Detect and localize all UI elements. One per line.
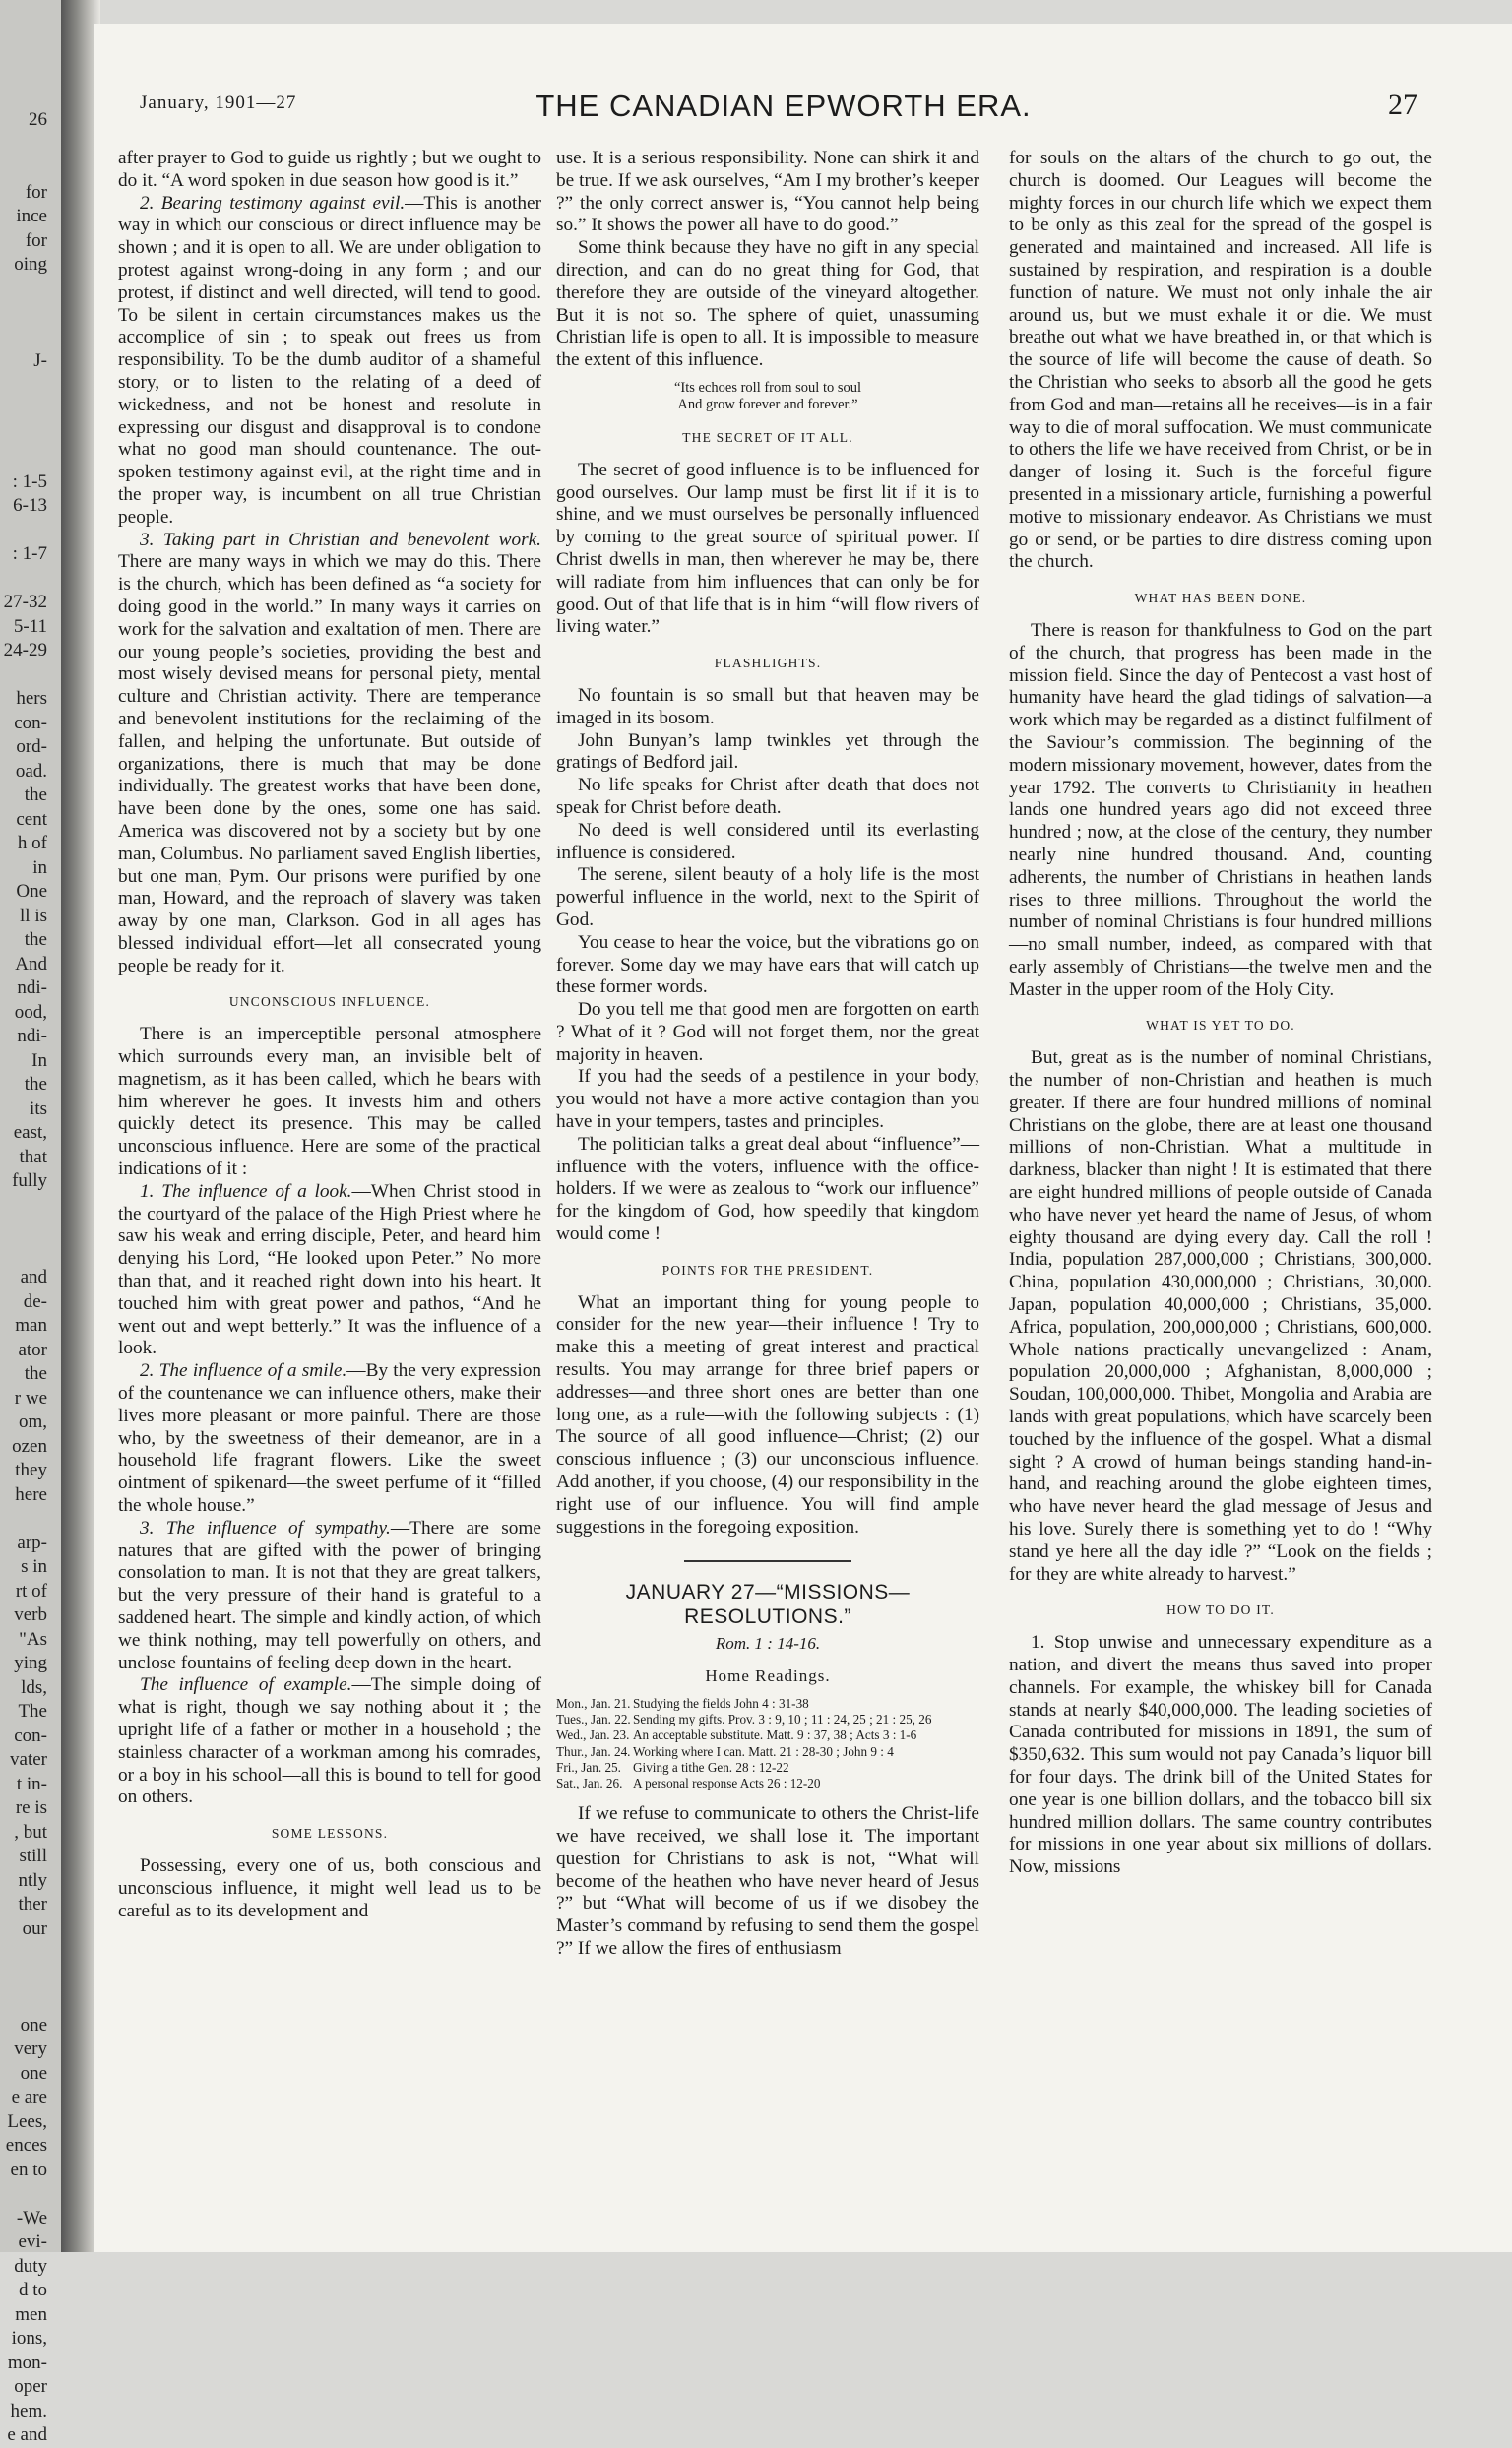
- previous-page-fragment: [0, 301, 47, 326]
- previous-page-fragment: that: [19, 1146, 47, 1167]
- quote-line: And grow forever and forever.”: [677, 396, 858, 412]
- previous-page-fragment: one: [20, 2014, 47, 2036]
- previous-page-fragment: en to: [10, 2159, 47, 2180]
- paragraph: If we refuse to communicate to others the Christ-life we have received, we shall lose it. The important question for Christians to ask is not, “What will become of the heathen who have never heard of Jesus ?” but “What will become of us if we disobey the Master’s command by refusing to send them the gospel ?” If we allow the fires of enthusiasm: [556, 1803, 979, 1960]
- paragraph-text: There are many ways in which we may do this. There is the church, which has been defined as “a society for doing good in the world.” In many ways it carries on work for the salvation and exaltation of men. There are our young people’s societies, providing the best and most wisely devised means for personal piety, mental culture and Christian activity. There are temperance and benevolent institutions for the reclaiming of the fallen, and helping the unfortunate. But outside of organizations, there is much that may be done individually. The greatest works that have been done, have been done by the ones, some one has said. America was discovered not by a society but by one man, Columbus. No parliament saved English liberties, but one man, Pym. Our prisons were purified by one man, Howard, and the reproach of slavery was taken away by one man, Clarkson. God in all ages has blessed individual effort—let all consecrated young people be ready for it.: [118, 551, 541, 976]
- previous-page-fragment: And: [15, 953, 47, 974]
- reading-title: A personal response: [633, 1776, 738, 1791]
- paragraph: Some think because they have no gift in any special direction, and can do no great thing for God, that therefore they are outside of the vineyard altogether. But it is not so. The sphere of quiet, unassuming Christian life is open to all. It is impossible to measure the extent of this influence.: [556, 237, 979, 371]
- previous-page-fragment: for: [25, 181, 47, 203]
- previous-page-fragment: e are: [11, 2087, 47, 2107]
- paragraph: after prayer to God to guide us rightly ; but we ought to do it. “A word spoken in due season how good is it.”: [118, 148, 541, 191]
- previous-page-fragment: east,: [13, 1122, 47, 1143]
- previous-page-fragment: [0, 374, 47, 399]
- section-heading: SOME LESSONS.: [271, 1826, 389, 1842]
- reading-scripture-ref: Matt. 9 : 37, 38 ; Acts 3 : 1-6: [766, 1727, 917, 1743]
- previous-page-fragment: 26: [29, 109, 47, 130]
- previous-page-fragment: 27-32: [3, 592, 47, 612]
- previous-page-fragment: e and: [7, 2424, 47, 2445]
- subhead: 3. The influence of sympathy.: [140, 1517, 391, 1538]
- previous-page-fragment: here: [15, 1483, 47, 1505]
- paragraph-text: —This is another way in which our conscious or direct influence may be shown ; and it is open to all. We are under obligation to protest against wrong-doing in any form ; and our protest, if distinct and well directed, will tend to good. To be silent in certain circumstances makes us the accomplice of sin ; to speak out frees us from responsibility. To be the dumb auditor of a shameful story, or to listen to the relating of a deed of wickedness, and not be honest and resolute in expressing our disgust and disapproval is to condone what no good man should countenance. The out-spoken testimony against evil, at the right time and in the proper way, is incumbent on all true Christian people.: [118, 192, 541, 528]
- previous-page-fragment: con-: [14, 712, 47, 733]
- previous-page-fragment: [0, 1966, 47, 1990]
- previous-page-fragment: [0, 326, 47, 350]
- paragraph: [118, 1518, 541, 1675]
- reading-row: [556, 1727, 979, 1743]
- previous-page-fragment: [0, 567, 47, 592]
- column-left: [118, 148, 541, 1922]
- quote-line: “Its echoes roll from soul to soul: [673, 379, 862, 396]
- column-middle: [556, 148, 979, 1961]
- previous-page-fragment: ince: [16, 206, 47, 226]
- paragraph: Possessing, every one of us, both conscious and unconscious influence, it might well lead us to be careful as to its development and: [118, 1854, 541, 1921]
- section-heading: WHAT IS YET TO DO.: [1146, 1018, 1295, 1034]
- previous-page-fragment: [0, 278, 47, 302]
- previous-page-fragment: [0, 422, 47, 447]
- reading-row: [556, 1696, 979, 1712]
- previous-page-fragment: -We: [16, 2207, 47, 2228]
- previous-page-fragment: [0, 1507, 47, 1532]
- previous-page-fragment: our: [22, 1917, 47, 1939]
- paragraph: There is reason for thankfulness to God on the part of the church, that progress has been made in the mission field. Since the day of Pentecost a vast host of humanity have heard the glad tidings of salvation—a work which may be regarded as a distinct fulfilment of the Saviour’s commission. The beginning of the modern missionary movement, however, dates from the year 1792. The converts to Christianity in heathen lands one hundred years ago did not exceed three hundred ; now, at the close of the century, they number nearly nine hundred thousand. And, counting adherents, the number of Christians in heathen lands rises to three millions. Throughout the world the number of nominal Christians is four hundred millions—no small number, indeed, as compared with that early assembly of Christians—the twelve men and the Master in the upper room of the Holy City.: [1009, 619, 1432, 1000]
- previous-page-fragment: the: [24, 785, 47, 805]
- page-header: [140, 89, 1427, 128]
- reading-scripture-ref: John 4 : 31-38: [733, 1696, 809, 1712]
- previous-page-fragment: "As: [19, 1628, 47, 1650]
- flashlight-item: Do you tell me that good men are forgotten on earth ? What of it ? God will not forget them, nor the great majority in heaven.: [556, 999, 979, 1065]
- previous-page-fragment: [0, 663, 47, 688]
- reading-scripture-ref: Matt. 21 : 28-30 ; John 9 : 4: [748, 1743, 894, 1759]
- previous-page-fragment: in: [32, 856, 47, 878]
- previous-page-fragment: 6-13: [13, 495, 47, 516]
- reading-title: Giving a tithe: [633, 1759, 705, 1775]
- previous-page-fragment: : 1-7: [12, 543, 47, 564]
- previous-page-fragment: [0, 1989, 47, 2014]
- reading-detail: [633, 1696, 979, 1712]
- previous-page-fragment: [0, 157, 47, 181]
- previous-page-fragment: 24-29: [3, 640, 47, 660]
- paragraph: for souls on the altars of the church to go out, the church is doomed. Our Leagues will become the mighty forces in our church life which we expect them to be only as this zeal for the spread of the gospel is generated and maintained and increased. All life is sustained by respiration, and respiration is a double function of nature. We must not only inhale the air around us, but we must exhale it or die. We must breathe out what we have breathed in, or that which is the source of life will become the cause of death. So the Christian who seeks to absorb all the good he gets from God and man—retains all he receives—is in a fair way to die of moral suffocation. We must communicate to others the life we have received from Christ, or be in danger of losing it. Such is the forceful figure presented in a missionary article, furnishing a powerful motive to missionary endeavor. As Christians we must go or send, or be parties to dire distress coming upon the church.: [1009, 148, 1432, 573]
- previous-page-fragment: om,: [18, 1412, 47, 1432]
- flashlight-item: No fountain is so small but that heaven may be imaged in its bosom.: [556, 684, 979, 728]
- reading-row: [556, 1744, 979, 1760]
- lesson-title: JANUARY 27—“MISSIONS—RESOLUTIONS.”: [625, 1581, 911, 1629]
- paragraph: What an important thing for young people to consider for the new year—their influence ! Try to make this a meeting of great interest and practical results. You may arrange for three brief papers or addresses—and three short ones are better than one long one, as a rule—with the following subjects : (1) The source of all good influence—Christ; (2) our conscious influence ; (3) our unconscious influence. Add another, if you choose, (4) our responsibility in the right use of our influence. You will find ample suggestions in the foregoing exposition.: [556, 1291, 979, 1538]
- flashlight-item: No deed is well considered until its everlasting influence is considered.: [556, 819, 979, 863]
- flashlight-item: John Bunyan’s lamp twinkles yet through the gratings of Bedford jail.: [556, 729, 979, 774]
- reading-day: Sat., Jan. 26.: [556, 1776, 623, 1791]
- previous-page-fragment: ood,: [14, 1001, 47, 1023]
- reading-day: Thur., Jan. 24.: [556, 1743, 631, 1759]
- previous-page-fragment: very: [14, 2039, 47, 2059]
- previous-page-fragment: ndi-: [17, 977, 47, 998]
- reading-scripture-ref: Gen. 28 : 12-22: [707, 1759, 789, 1775]
- paragraph-text: —When Christ stood in the courtyard of the palace of the High Priest where he saw his weak and erring disciple, Peter, and heard him denying his Lord, “He looked upon Peter.” No more than that, and it reached right down into his heart. It touched him with great power and pathos, “And he went out and wept betterly.” It was the influence of a look.: [118, 1180, 541, 1359]
- paragraph: The secret of good influence is to be influenced for good ourselves. Our lamp must be first lit if it is to shine, and we must ourselves be personally influenced by coming to the great source of spiritual power. If Christ dwells in man, then wherever he may be, there will radiate from him influences that can only be for good. Out of that life that is in him “will flow rivers of living water.”: [556, 459, 979, 638]
- reading-detail: [633, 1776, 979, 1791]
- subhead: 2. Bearing testimony against evil.: [140, 192, 406, 214]
- reading-title: Sending my gifts.: [633, 1712, 725, 1727]
- poem-quote: [556, 380, 979, 413]
- flashlight-item: If you had the seeds of a pestilence in your body, you would not have a more active contagion than you have in your tempers, tastes and principles.: [556, 1066, 979, 1133]
- previous-page-fragment: man: [15, 1315, 47, 1336]
- reading-row: [556, 1760, 979, 1776]
- paragraph-text: —There are some natures that are gifted with the power of bringing consolation to man. It is not that they are great talkers, but the very pressure of their hand is grateful to a saddened heart. The simple and kindly action, of which we think nothing, may tell powerfully on others, and unclose fountains of feeling deep down in the heart.: [118, 1517, 541, 1673]
- paragraph: [118, 1674, 541, 1809]
- reading-title: Working where I can.: [633, 1743, 745, 1759]
- flashlight-item: The serene, silent beauty of a holy life is the most powerful influence in the world, next to the Spirit of God.: [556, 864, 979, 930]
- previous-page-fragment: vater: [10, 1749, 47, 1770]
- reading-day: Fri., Jan. 25.: [556, 1759, 621, 1775]
- previous-page-fragment: [0, 398, 47, 422]
- section-heading: WHAT HAS BEEN DONE.: [1134, 591, 1307, 606]
- previous-page-fragment: its: [30, 1098, 47, 1119]
- reading-detail: [633, 1744, 979, 1760]
- previous-page-fragment: verb: [14, 1604, 47, 1625]
- previous-page-fragment: and: [20, 1267, 47, 1287]
- previous-page-fragment: One: [16, 881, 47, 902]
- previous-page-fragment: lds,: [21, 1676, 47, 1698]
- previous-page-fragment: ll is: [20, 905, 47, 926]
- previous-page-fragment: cent: [16, 808, 47, 830]
- previous-page-fragment: [0, 133, 47, 157]
- previous-page-fragment: the: [24, 1074, 47, 1095]
- paragraph: use. It is a serious responsibility. None can shirk it and be true. If we ask ourselves, “Am I my brother’s keeper ?” the only correct answer is, “You cannot help being so.” It shows the power all have to do good.”: [556, 148, 979, 236]
- previous-page-fragment: , but: [14, 1821, 47, 1843]
- previous-page-fragment: oper: [14, 2376, 47, 2397]
- previous-page-fragment: hem.: [10, 2400, 47, 2421]
- previous-page-fragment: evi-: [18, 2231, 47, 2252]
- previous-page-fragment: the: [24, 929, 47, 950]
- header-date: January, 1901—27: [140, 93, 297, 113]
- page-number: 27: [1388, 89, 1418, 121]
- previous-page-fragment: re is: [15, 1797, 47, 1818]
- previous-page-fragment: r we: [14, 1387, 47, 1409]
- reading-day: Wed., Jan. 23.: [556, 1727, 630, 1743]
- previous-page-fragment: 5-11: [13, 615, 47, 637]
- flashlight-item: You cease to hear the voice, but the vibrations go on forever. Some day we may have ears that will catch up these former words.: [556, 931, 979, 998]
- previous-page-fragment: de-: [23, 1290, 47, 1312]
- previous-page-fragment: hers: [16, 688, 47, 709]
- flashlight-item: The politician talks a great deal about “influence”—influence with the voters, influence with the office-holders. If we were as zealous to “work our influence” for the kingdom of God, how speedily that kingdom would come !: [556, 1133, 979, 1245]
- previous-page-fragment: [0, 1242, 47, 1267]
- previous-page-fragment: oad.: [15, 760, 47, 782]
- home-readings-list: [556, 1696, 979, 1791]
- previous-page-fragment: d to: [18, 2280, 47, 2300]
- previous-page-fragment: [0, 1218, 47, 1242]
- paragraph: [118, 193, 541, 530]
- previous-page-fragment: The: [18, 1701, 47, 1722]
- previous-page-fragment: [0, 519, 47, 543]
- reading-title: Studying the fields: [633, 1696, 731, 1712]
- reading-detail: [633, 1712, 979, 1727]
- paragraph: 1. Stop unwise and unnecessary expenditure as a nation, and divert the means thus saved into proper channels. For example, the whiskey bill for Canada stands at nearly $40,000,000. The leading societies of Canada contributed for missions in 1891, the sum of $350,632. This sum would not pay Canada’s liquor bill for four days. The drink bill of the United States for one year is one billion dollars, and the tobacco bill six hundred million dollars. The same country contributes for missions in one year about six millions of dollars. Now, missions: [1009, 1632, 1432, 1878]
- lesson-scripture-ref: Rom. 1 : 14-16.: [715, 1634, 821, 1654]
- reading-row: [556, 1712, 979, 1727]
- paragraph: But, great as is the number of nominal Christians, the number of non-Christian and heathen is much greater. If there are four hundred millions of nominal Christians on the globe, there are at least one thousand millions of non-Christian. What a multitude in darkness, blacker than night ! It is estimated that there are eight hundred millions of people outside of Canada who have never yet heard the name of Jesus, of whom eighty thousand are dying every day. Call the roll ! India, population 287,000,000 ; Christians, 300,000. China, population 430,000,000 ; Christians, 30,000. Japan, population 40,000,000 ; Christians, 35,000. Africa, population, 200,000,000 ; Christians, 600,000. Whole nations practically unevangelized : Anam, population 20,000,000 ; Afghanistan, 8,000,000 ; Soudan, 100,000,000. Thibet, Mongolia and Arabia are lands with great populations, which have scarcely been touched by the influence of the gospel. What a dismal sight ? A crowd of human beings standing hand-in-hand, and reaching around the globe eighteen times, who have never heard the glad message of Jesus and his love. Surely there is something yet to do ! “Why stand ye here all the day idle ?” “Look on the fields ; for they are white already to harvest.”: [1009, 1047, 1432, 1585]
- previous-page-fragment: fully: [12, 1170, 47, 1191]
- paragraph: [118, 1181, 541, 1360]
- subhead: 2. The influence of a smile.: [140, 1360, 347, 1382]
- previous-page-fragment: one: [20, 2062, 47, 2084]
- paragraph: There is an imperceptible personal atmosphere which surrounds every man, an invisible belt of magnetism, as it has been called, which he bears with him wherever he goes. It invests him and others quickly detect its presence. This may be called unconscious influence. Here are some of the practical indications of it :: [118, 1024, 541, 1180]
- home-readings-heading: Home Readings.: [705, 1666, 831, 1686]
- previous-page-fragment: for: [25, 229, 47, 251]
- previous-page-fragment: In: [32, 1049, 47, 1071]
- previous-page-fragment: [0, 2182, 47, 2207]
- previous-page-fragment: [0, 446, 47, 471]
- reading-detail: [633, 1760, 979, 1776]
- reading-detail: [633, 1727, 979, 1743]
- paragraph: [118, 1360, 541, 1518]
- previous-page-fragment: ences: [5, 2135, 47, 2156]
- previous-page-fragment: t in-: [16, 1773, 47, 1794]
- section-heading: FLASHLIGHTS.: [714, 656, 822, 671]
- previous-page-fragment: they: [15, 1460, 47, 1480]
- previous-page-fragment: ntly: [18, 1869, 47, 1891]
- previous-page-fragment: the: [24, 1363, 47, 1384]
- divider-rule: [684, 1560, 851, 1562]
- reading-title: An acceptable substitute.: [633, 1727, 764, 1743]
- previous-page-fragment: men: [15, 2303, 47, 2325]
- previous-page-fragment: [0, 1194, 47, 1219]
- section-heading: HOW TO DO IT.: [1166, 1602, 1275, 1618]
- subhead: The influence of example.: [140, 1674, 352, 1696]
- previous-page-fragment: arp-: [17, 1532, 47, 1553]
- previous-page-edge: [0, 108, 47, 2448]
- reading-day: Tues., Jan. 22.: [556, 1712, 631, 1727]
- previous-page-fragment: : 1-5: [12, 471, 47, 492]
- previous-page-fragment: ions,: [11, 2328, 47, 2349]
- paragraph-text: —The simple doing of what is right, though we say nothing about it ; the upright life of a father or mother in a household ; the stainless character of a workman among his comrades, or a boy in his school—all this is bound to tell for good on others.: [118, 1674, 541, 1808]
- paragraph: [118, 530, 541, 978]
- previous-page-fragment: mon-: [7, 2352, 47, 2373]
- column-right: [1009, 148, 1432, 1879]
- section-heading: THE SECRET OF IT ALL.: [682, 429, 853, 445]
- previous-page-fragment: ndi-: [17, 1026, 47, 1046]
- previous-page-fragment: ying: [14, 1653, 47, 1673]
- previous-page-fragment: con-: [14, 1725, 47, 1746]
- previous-page-fragment: rt of: [15, 1580, 47, 1601]
- reading-row: [556, 1776, 979, 1791]
- previous-page-fragment: s in: [21, 1556, 47, 1577]
- previous-page-fragment: duty: [14, 2255, 47, 2277]
- previous-page-fragment: Lees,: [7, 2110, 47, 2132]
- paragraph-text: —By the very expression of the countenance we can influence others, make their lives more pleasant or more painful. There are those who, by the sweetness of their demeanor, are in a household life fragrant flowers. Like the sweet ointment of spikenard—the sweet perfume of it “filled the whole house.”: [118, 1360, 542, 1517]
- reading-scripture-ref: Acts 26 : 12-20: [739, 1776, 821, 1791]
- masthead-title: THE CANADIAN EPWORTH ERA.: [536, 89, 1032, 123]
- previous-page-fragment: ther: [18, 1894, 47, 1914]
- previous-page-fragment: J-: [33, 350, 47, 371]
- previous-page-fragment: oing: [14, 254, 47, 275]
- subhead: 3. Taking part in Christian and benevolent work.: [140, 529, 541, 550]
- previous-page-fragment: ator: [18, 1339, 47, 1360]
- previous-page-fragment: ozen: [12, 1435, 47, 1457]
- section-heading: UNCONSCIOUS INFLUENCE.: [228, 994, 431, 1010]
- previous-page-fragment: [0, 1941, 47, 1966]
- flashlight-item: No life speaks for Christ after death that does not speak for Christ before death.: [556, 775, 979, 818]
- previous-page-fragment: still: [19, 1846, 47, 1866]
- subhead: 1. The influence of a look.: [140, 1180, 352, 1202]
- previous-page-fragment: ord-: [16, 736, 47, 757]
- previous-page-fragment: h of: [17, 833, 47, 853]
- reading-scripture-ref: Prov. 3 : 9, 10 ; 11 : 24, 25 ; 21 : 25, 26: [727, 1712, 932, 1727]
- section-heading: POINTS FOR THE PRESIDENT.: [662, 1262, 874, 1278]
- reading-day: Mon., Jan. 21.: [556, 1696, 631, 1712]
